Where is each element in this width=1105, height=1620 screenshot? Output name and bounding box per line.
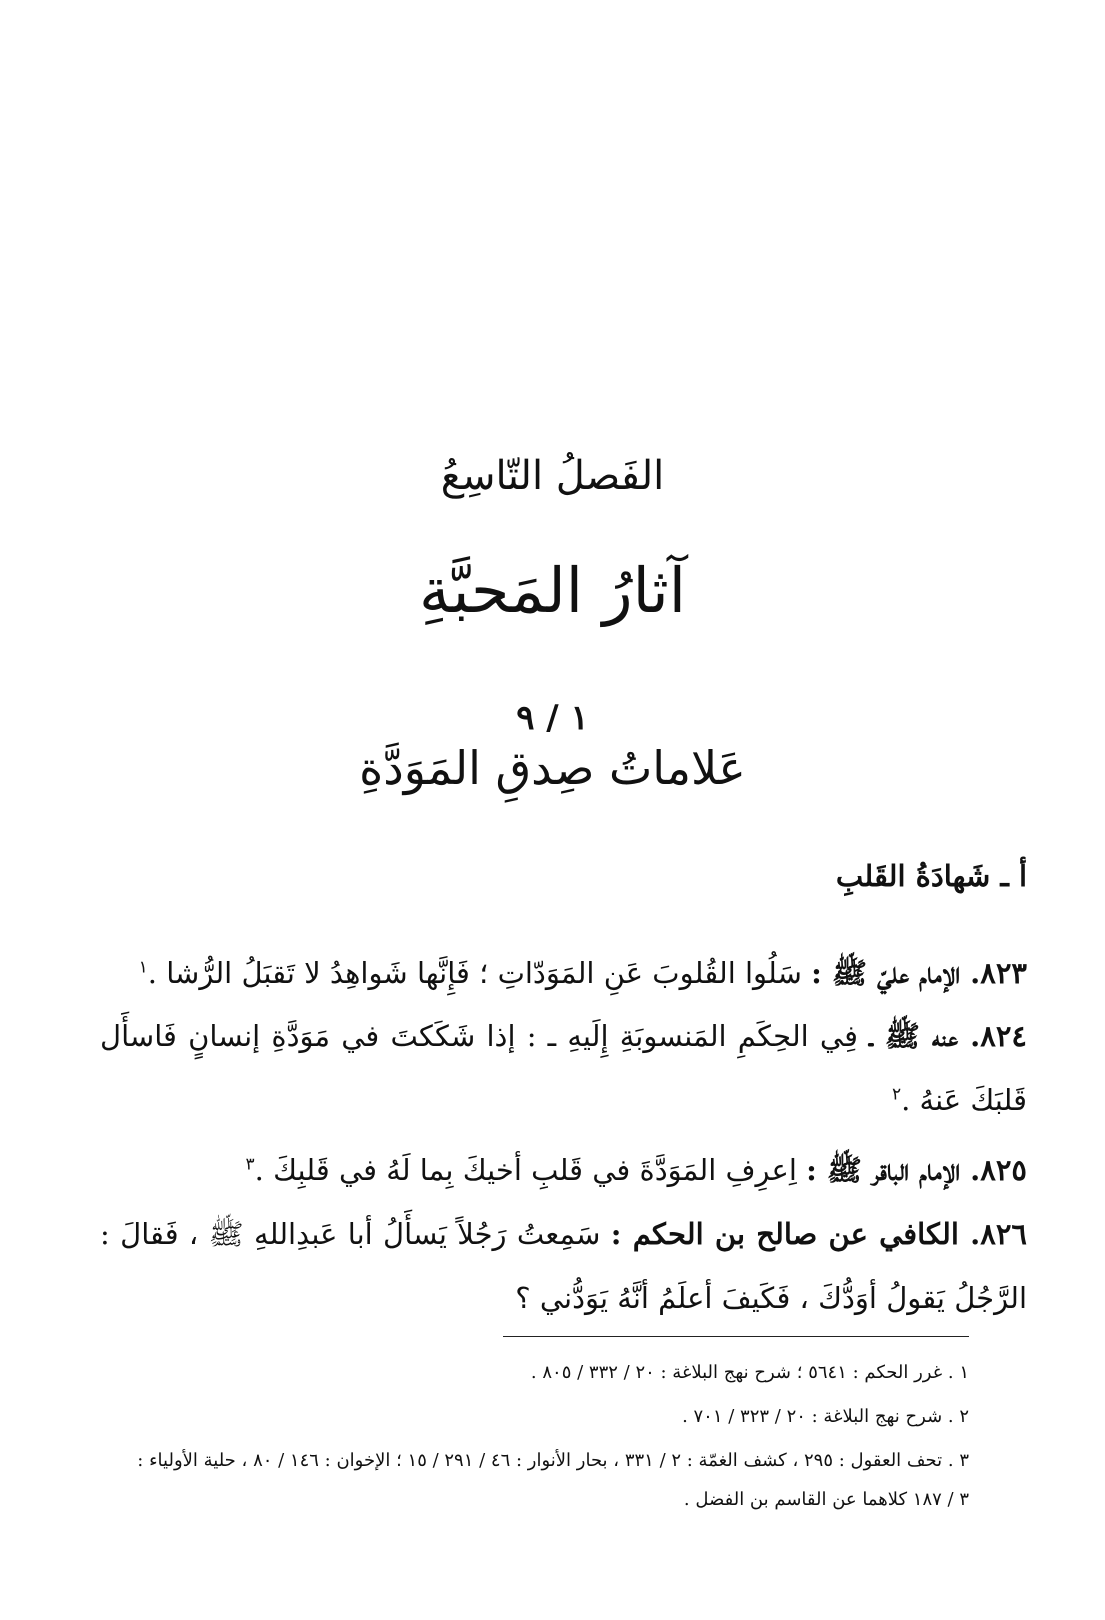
hadith-entry xyxy=(100,941,1027,1005)
hadith-text: فِي الحِكَمِ المَنسوبَةِ إِلَيهِ ـ : إذا شَكَكتَ في مَوَدَّةِ إنسانٍ فَاسأَل قَلبَكَ عَنهُ . xyxy=(100,1019,1027,1117)
hadith-number: ٨٢٣ xyxy=(980,956,1027,990)
footnote: ٣ . تحف العقول : ٢٩٥ ، كشف الغمّة : ٢ / ٣٣١ ، بحار الأنوار : ٤٦ / ٢٩١ / ١٥ ؛ الإخوان : ١٤٦ / ٨٠ ، حلية الأولياء : xyxy=(137,1450,969,1471)
hadith-source: . الإمام الباقر ﷺ : xyxy=(806,1153,981,1187)
hadith-number: ٨٢٦ xyxy=(980,1217,1027,1251)
footnote: ٢ . شرح نهج البلاغة : ٢٠ / ٣٢٣ / ٧٠١ . xyxy=(682,1406,969,1427)
hadith-entry xyxy=(100,1202,1027,1330)
hadith-entry xyxy=(100,1004,1027,1132)
hadith-text: اِعرِفِ المَوَدَّةَ في قَلبِ أخيكَ بِما لَهُ في قَلبِكَ . xyxy=(254,1153,807,1187)
section-title: عَلاماتُ صِدقِ المَوَدَّةِ xyxy=(359,741,746,795)
chapter-label: الفَصلُ التّاسِعُ xyxy=(440,453,665,499)
hadith-source: . الإمام عليّ ﷺ : xyxy=(811,956,981,990)
hadith-source: . الكافي عن صالح بن الحكم : xyxy=(610,1217,981,1251)
footnote-divider xyxy=(503,1336,969,1337)
hadith-number: ٨٢٤ xyxy=(980,1019,1028,1053)
subsection-heading: أ ـ شَهادَةُ القَلبِ xyxy=(835,859,1027,893)
footnote-ref: ١ xyxy=(138,957,148,978)
hadith-number: ٨٢٥ xyxy=(980,1153,1027,1187)
chapter-title: آثارُ المَحبَّةِ xyxy=(419,554,686,627)
footnote-ref: ٢ xyxy=(891,1084,902,1105)
section-number: ١ / ٩ xyxy=(516,698,589,738)
hadith-entry xyxy=(100,1138,1027,1202)
hadith-text: سَمِعتُ رَجُلاً يَسأَلُ أبا عَبدِاللهِ ﷺ ، فَقالَ : الرَّجُلُ يَقولُ أوَدُّكَ ، فَكَيفَ أعلَمُ أنَّهُ يَوَدُّني ؟ xyxy=(100,1217,1027,1315)
footnote-continuation: ٣ / ١٨٧ كلاهما عن القاسم بن الفضل . xyxy=(683,1489,969,1510)
footnote-ref: ٣ xyxy=(245,1154,255,1175)
hadith-text: سَلُوا القُلوبَ عَنِ المَوَدّاتِ ؛ فَإِنَّها شَواهِدُ لا تَقبَلُ الرُّشا . xyxy=(147,956,812,990)
hadith-source: . عنه ﷺ ـ xyxy=(869,1019,981,1053)
footnote: ١ . غرر الحكم : ٥٦٤١ ؛ شرح نهج البلاغة : ٢٠ / ٣٣٢ / ٨٠٥ . xyxy=(530,1362,969,1383)
